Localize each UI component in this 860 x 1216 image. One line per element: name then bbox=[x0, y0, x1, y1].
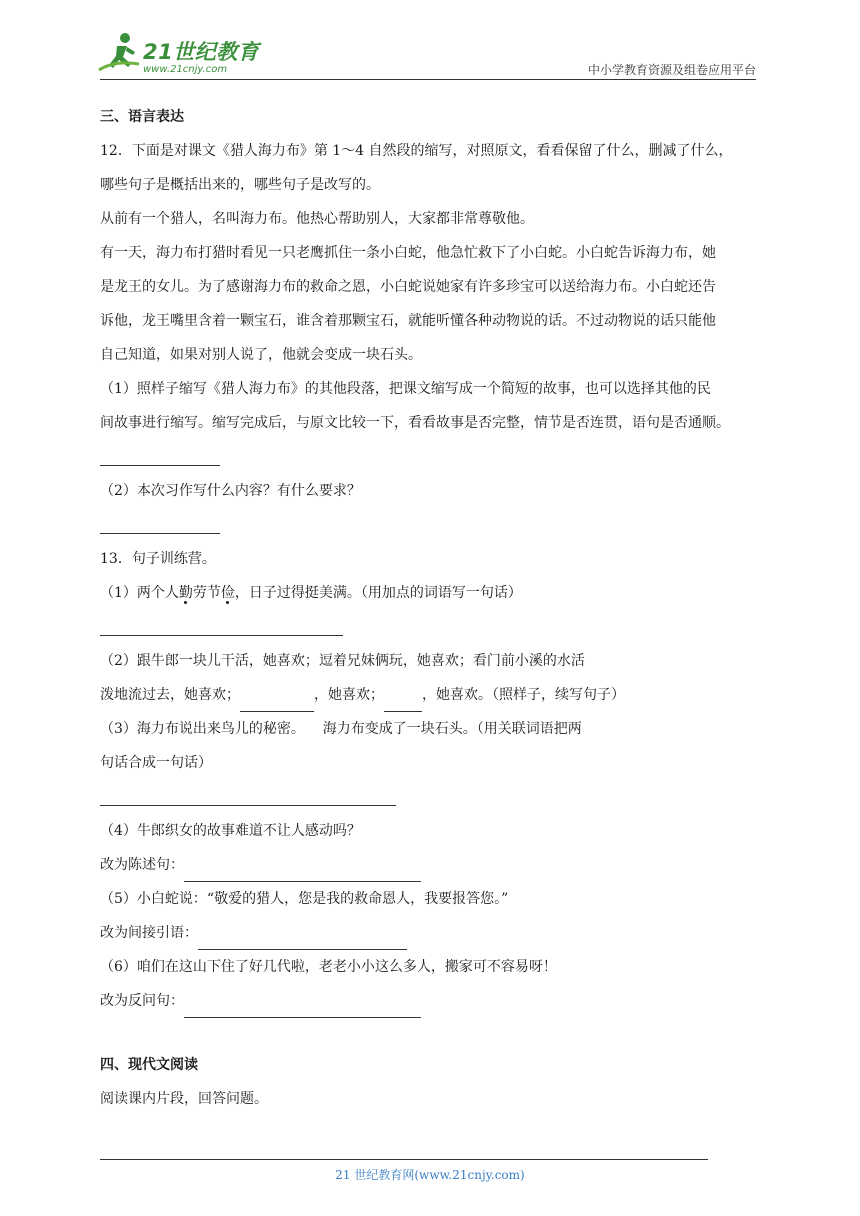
answer-blank-q13-1[interactable] bbox=[100, 610, 768, 644]
q13-s6-label: 改为反问句： bbox=[100, 993, 184, 1009]
section-title-3: 三、语言表达 bbox=[100, 109, 184, 125]
page-header bbox=[0, 0, 860, 80]
dotted-char: 勤 bbox=[178, 585, 193, 601]
q12-passage-1: 从前有一个猎人，名叫海力布。他热心帮助别人，大家都非常尊敬他。 bbox=[100, 211, 534, 227]
q13-s5-answer bbox=[100, 916, 768, 950]
q13-s2-text-b: ，她喜欢； bbox=[314, 687, 384, 703]
q13-s3-line2: 句话合成一句话） bbox=[100, 755, 212, 771]
q13-s6: （6）咱们在这山下住了好几代啦，老老小小这么多人，搬家可不容易呀！ bbox=[100, 959, 557, 975]
q13-stem: 13．句子训练营。 bbox=[100, 551, 216, 567]
section-title-4: 四、现代文阅读 bbox=[100, 1057, 198, 1073]
logo-text: 21世纪教育 bbox=[143, 40, 260, 64]
q13-s1-text-c: ，日子过得挺美满。（用加点的词语写一句话） bbox=[234, 585, 522, 601]
answer-blank-q12-1[interactable] bbox=[100, 440, 768, 474]
q13-s2-text-c: ，她喜欢。（照样子，续写句子） bbox=[422, 687, 625, 703]
q12-passage-3: 是龙王的女儿。为了感谢海力布的救命之恩，小白蛇说她家有许多珍宝可以送给海力布。小白蛇还告 bbox=[100, 279, 716, 295]
inline-blank-2[interactable] bbox=[384, 697, 422, 712]
q12-sub1-line1: （1）照样子缩写《猎人海力布》的其他段落，把课文缩写成一个简短的故事，也可以选择其他的民 bbox=[100, 381, 711, 397]
logo-url: www.21cnjy.com bbox=[143, 64, 228, 75]
site-logo bbox=[95, 30, 260, 80]
q12-passage-4: 诉他，龙王嘴里含着一颗宝石，谁含着那颗宝石，就能听懂各种动物说的话。不过动物说的话只能他 bbox=[100, 313, 716, 329]
inline-blank-1[interactable] bbox=[240, 697, 314, 712]
answer-blank-q13-6[interactable] bbox=[184, 1003, 421, 1018]
q12-stem-1: 12．下面是对课文《猎人海力布》第 1～4 自然段的缩写，对照原文，看看保留了什么，删减了什么， bbox=[100, 143, 733, 159]
answer-blank-q13-4[interactable] bbox=[184, 867, 421, 882]
q13-s4-label: 改为陈述句： bbox=[100, 857, 184, 873]
q13-s4-answer bbox=[100, 848, 768, 882]
q12-passage-5: 自己知道，如果对别人说了，他就会变成一块石头。 bbox=[100, 347, 422, 363]
q13-s5: （5）小白蛇说：“敬爱的猎人，您是我的救命恩人，我要报答您。” bbox=[100, 891, 509, 907]
q12-sub1-line2: 间故事进行缩写。缩写完成后，与原文比较一下，看看故事是否完整，情节是否连贯，语句是否通顺。 bbox=[100, 415, 730, 431]
q13-s1-text-b: 劳节 bbox=[192, 585, 221, 601]
q13-s1-text-a: （1）两个人 bbox=[100, 585, 179, 601]
section4-instruction: 阅读课内片段，回答问题。 bbox=[100, 1091, 268, 1107]
q12-stem-2: 哪些句子是概括出来的，哪些句子是改写的。 bbox=[100, 177, 380, 193]
q13-s2-line2 bbox=[100, 678, 768, 712]
q13-s5-label: 改为间接引语： bbox=[100, 925, 198, 941]
q12-sub2: （2）本次习作写什么内容？有什么要求？ bbox=[100, 483, 361, 499]
document-body bbox=[100, 100, 768, 1116]
dotted-char: 俭 bbox=[220, 585, 235, 601]
answer-blank-q13-5[interactable] bbox=[198, 935, 407, 950]
footer-link[interactable]: 21 世纪教育网(www.21cnjy.com) bbox=[335, 1168, 525, 1182]
q13-s2-line1: （2）跟牛郎一块儿干活，她喜欢；逗着兄妹俩玩，她喜欢；看门前小溪的水活 bbox=[100, 653, 585, 669]
q13-s6-answer bbox=[100, 984, 768, 1018]
q12-passage-2: 有一天，海力布打猎时看见一只老鹰抓住一条小白蛇，他急忙救下了小白蛇。小白蛇告诉海力布，她 bbox=[100, 245, 716, 261]
answer-blank-q13-3[interactable] bbox=[100, 780, 768, 814]
q13-s2-text-a: 泼地流过去，她喜欢； bbox=[100, 687, 240, 703]
header-divider bbox=[100, 79, 756, 80]
answer-blank-q12-2[interactable] bbox=[100, 508, 768, 542]
q13-s4: （4）牛郎织女的故事难道不让人感动吗？ bbox=[100, 823, 361, 839]
footer-divider bbox=[100, 1159, 708, 1160]
q13-s1 bbox=[100, 576, 768, 610]
q13-s3-line1: （3）海力布说出来鸟儿的秘密。 海力布变成了一块石头。（用关联词语把两 bbox=[100, 721, 582, 737]
runner-icon bbox=[95, 30, 143, 74]
platform-label: 中小学教育资源及组卷应用平台 bbox=[587, 63, 756, 77]
